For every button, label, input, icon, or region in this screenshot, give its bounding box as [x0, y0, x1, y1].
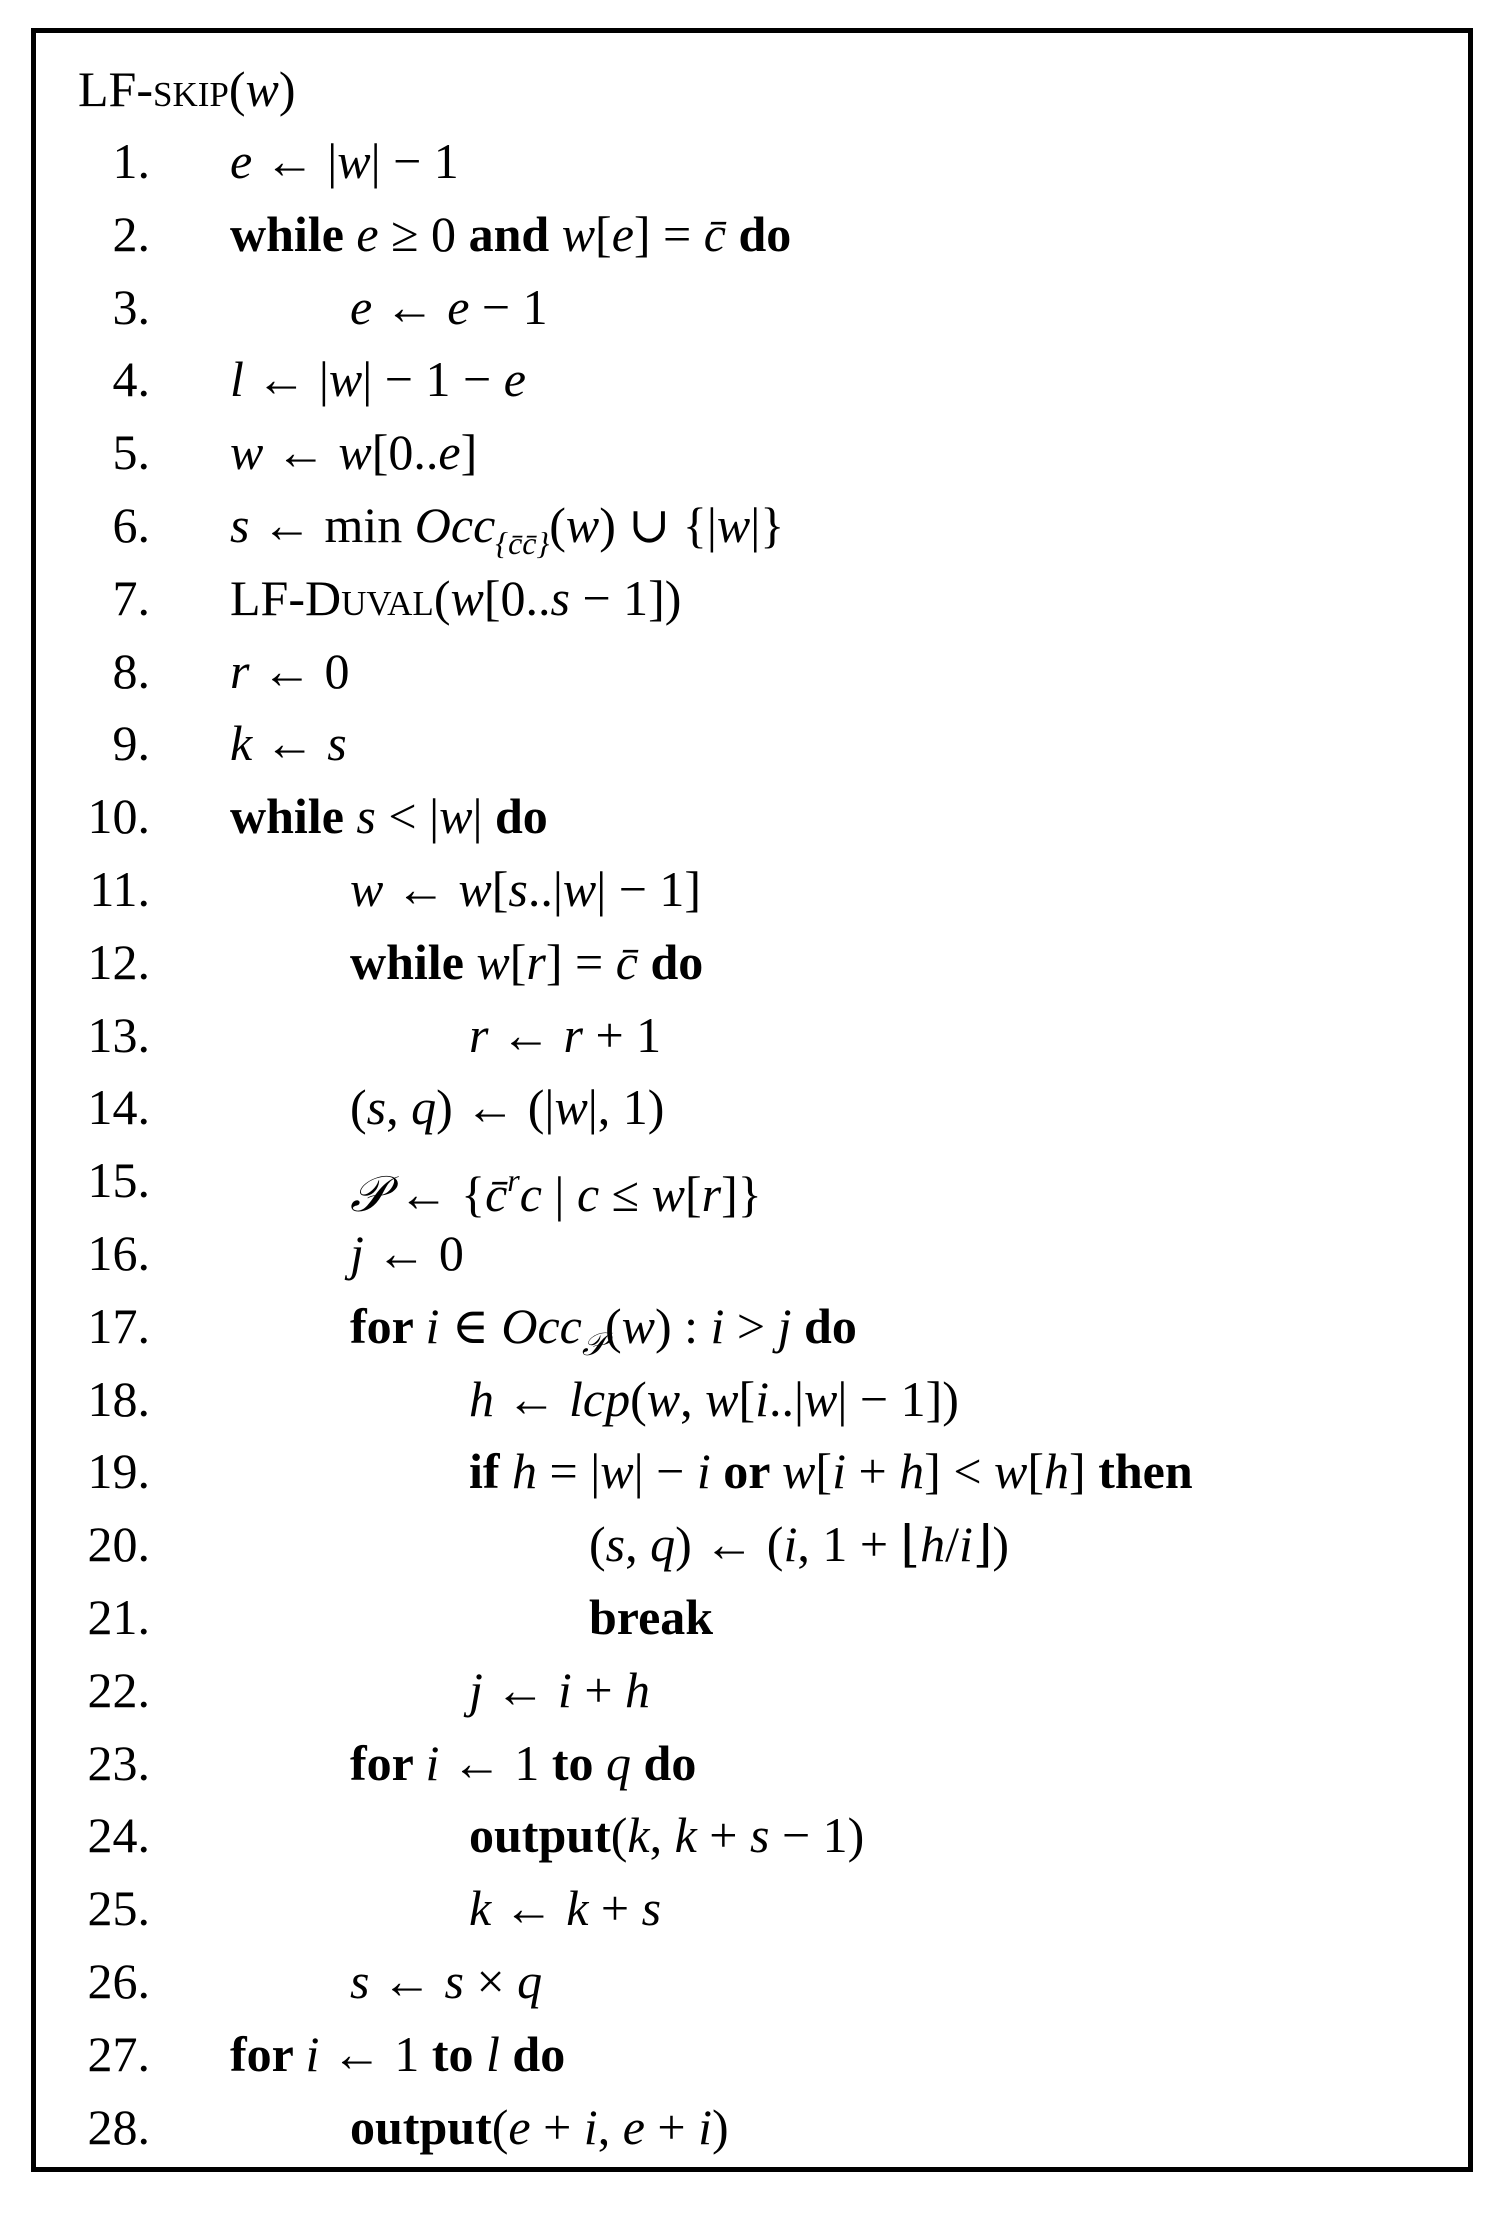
code-statement: [350, 1077, 664, 1137]
code-token: w: [646, 1370, 681, 1427]
code-token: h: [920, 1516, 946, 1573]
code-token: w: [476, 933, 510, 990]
line-number: 1.: [112, 133, 150, 189]
code-token: (: [610, 1807, 628, 1864]
code-token: |: [541, 1166, 577, 1223]
code-statement: [469, 1878, 661, 1938]
code-token: to: [431, 2025, 487, 2082]
code-token: do: [631, 1734, 697, 1791]
code-token: LF-: [78, 61, 153, 117]
code-token: {c̄c̄}: [495, 525, 550, 561]
code-token: [: [738, 1370, 756, 1427]
code-token: | − 1 −: [362, 351, 504, 408]
code-token: Occ: [501, 1297, 582, 1354]
code-token: do: [494, 788, 548, 845]
code-token: w: [350, 861, 384, 917]
line-number: 26.: [87, 1953, 150, 2009]
code-token: (: [350, 1079, 367, 1136]
code-token: w: [716, 497, 751, 553]
code-token: | − 1]: [596, 861, 702, 917]
code-line: [36, 349, 1456, 409]
code-token: +: [530, 2098, 584, 2155]
code-line: [36, 1369, 1456, 1429]
code-line: [36, 1805, 1456, 1865]
code-token: ,: [625, 1516, 651, 1573]
code-token: − 1]): [569, 569, 682, 626]
line-number: 21.: [87, 1589, 150, 1645]
code-token: i: [305, 2025, 320, 2082]
code-line: [36, 1514, 1456, 1574]
code-token: e: [508, 2098, 531, 2155]
code-line: [36, 2024, 1456, 2084]
code-token: output: [350, 2098, 492, 2155]
code-token: w: [230, 424, 264, 481]
code-token: r: [701, 1166, 722, 1223]
code-token: w: [804, 1370, 838, 1427]
code-line: [36, 131, 1456, 191]
code-token: s: [356, 788, 376, 845]
code-token: i: [425, 1734, 440, 1791]
code-token: +: [696, 1807, 750, 1864]
code-token: i: [710, 1297, 725, 1354]
code-token: ←: [494, 1370, 569, 1427]
code-token: ←: [488, 1006, 564, 1063]
code-token: i: [755, 1370, 770, 1427]
code-statement: [350, 1296, 857, 1374]
code-token: q: [650, 1516, 676, 1573]
code-token: +: [588, 1880, 642, 1937]
code-statement: [230, 2024, 565, 2084]
code-line: [36, 641, 1456, 701]
code-token: w: [600, 1443, 634, 1500]
code-token: |}: [750, 497, 785, 553]
code-line: [36, 1660, 1456, 1720]
code-token: ): [278, 61, 296, 117]
code-token: e: [447, 278, 470, 335]
code-statement: [469, 1005, 661, 1065]
code-token: for: [350, 1297, 426, 1354]
code-token: − 1): [769, 1807, 865, 1864]
code-line: [36, 204, 1456, 264]
code-token: ]: [1069, 1443, 1099, 1500]
line-number: 23.: [87, 1734, 150, 1791]
line-number: 10.: [87, 788, 150, 845]
code-token: l: [486, 2025, 500, 2082]
code-token: r: [526, 933, 546, 990]
code-token: s: [550, 569, 570, 626]
code-token: ≤: [599, 1166, 652, 1223]
code-statement: [230, 568, 681, 628]
code-statement: [350, 277, 548, 337]
code-token: skip: [153, 61, 229, 117]
code-line: [36, 1441, 1456, 1501]
code-statement: [469, 1805, 864, 1865]
code-statement: [230, 422, 477, 482]
code-token: s: [641, 1880, 662, 1937]
code-token: | − 1]): [837, 1370, 959, 1427]
code-token: /: [945, 1516, 959, 1573]
code-token: q: [517, 1953, 543, 2009]
code-token: e: [611, 205, 634, 262]
code-token: w: [562, 861, 597, 917]
code-token: (: [630, 1370, 647, 1427]
line-number: 24.: [87, 1807, 150, 1864]
code-token: k: [566, 1880, 589, 1937]
code-token: s: [605, 1516, 626, 1573]
code-statement: [350, 1150, 762, 1224]
code-token: ) ∪ {|: [599, 497, 717, 553]
code-token: [0..: [483, 569, 551, 626]
code-token: w: [328, 351, 363, 408]
line-number: 7.: [112, 569, 150, 626]
code-token: if: [469, 1443, 513, 1500]
code-token: LF-D: [230, 569, 342, 626]
code-token: c: [519, 1166, 542, 1223]
code-token: | −: [633, 1443, 697, 1500]
code-token: output: [469, 1807, 611, 1864]
code-token: , 1 + ⌊: [797, 1516, 921, 1573]
code-token: h: [1044, 1443, 1070, 1500]
code-statement: [350, 1733, 696, 1793]
algorithm-title: [78, 59, 296, 119]
code-token: +: [644, 2098, 699, 2155]
code-token: w: [651, 1166, 685, 1223]
code-token: i: [696, 1443, 711, 1500]
code-token: while: [350, 933, 477, 990]
line-number: 18.: [87, 1370, 150, 1427]
code-line: [36, 2097, 1456, 2157]
code-line: [36, 859, 1456, 919]
code-token: s: [508, 861, 528, 917]
code-line: [36, 1223, 1456, 1283]
code-token: i: [958, 1516, 973, 1573]
code-token: + 1: [582, 1006, 662, 1063]
code-token: c̄: [703, 205, 726, 262]
code-token: w: [245, 61, 279, 117]
code-token: e: [503, 351, 526, 408]
code-token: q: [411, 1079, 437, 1136]
code-token: e: [622, 2098, 645, 2155]
code-token: l: [230, 351, 244, 408]
code-token: (: [228, 61, 246, 117]
code-token: ←: [372, 278, 448, 335]
line-number: 8.: [112, 642, 150, 699]
code-token: (: [491, 2098, 509, 2155]
code-token: ×: [463, 1953, 518, 2009]
line-number: 4.: [112, 351, 150, 408]
code-token: [: [491, 861, 509, 917]
code-token: break: [589, 1589, 714, 1645]
code-token: ← |: [243, 351, 329, 408]
code-statement: [230, 204, 791, 264]
code-token: ←: [491, 1880, 567, 1937]
line-number: 9.: [112, 715, 150, 772]
code-token: h: [625, 1661, 651, 1718]
code-token: |, 1): [587, 1079, 665, 1136]
code-token: s: [366, 1079, 387, 1136]
code-statement: [350, 2097, 729, 2157]
code-token: w: [458, 861, 492, 917]
code-statement: [230, 641, 349, 701]
code-token: [: [815, 1443, 833, 1500]
code-line: [36, 277, 1456, 337]
code-token: while: [230, 205, 357, 262]
code-line: [36, 1296, 1456, 1362]
code-line: [36, 495, 1456, 561]
code-token: ]: [460, 424, 478, 481]
code-token: w: [561, 205, 596, 262]
code-line: [36, 1150, 1456, 1223]
code-statement: [589, 1514, 1009, 1574]
line-number: 13.: [87, 1006, 150, 1063]
code-token: [0..: [371, 424, 439, 481]
code-token: or: [710, 1443, 783, 1500]
code-token: e: [230, 133, 253, 189]
code-line: [36, 786, 1456, 846]
code-token: ..|: [769, 1370, 805, 1427]
code-token: ]}: [721, 1166, 762, 1223]
code-token: h: [512, 1443, 538, 1500]
code-token: [: [684, 1166, 702, 1223]
code-token: | − 1: [370, 133, 459, 189]
code-token: s: [350, 1953, 370, 2009]
line-number: 2.: [112, 205, 150, 262]
code-token: ) :: [654, 1297, 711, 1354]
code-token: +: [571, 1661, 626, 1718]
code-token: e: [356, 205, 379, 262]
code-token: s: [444, 1953, 464, 2009]
code-token: [: [1027, 1443, 1045, 1500]
code-token: w: [782, 1443, 816, 1500]
code-token: j: [469, 1661, 483, 1718]
code-token: i: [783, 1516, 798, 1573]
code-token: |: [472, 788, 495, 845]
code-token: lcp: [569, 1370, 631, 1427]
line-number: 25.: [87, 1880, 150, 1937]
code-token: +: [845, 1443, 900, 1500]
code-token: uval: [341, 569, 434, 626]
code-token: ←: [369, 1953, 445, 2009]
code-token: ,: [597, 2098, 623, 2155]
code-token: w: [337, 133, 371, 189]
code-token: >: [724, 1297, 778, 1354]
code-token: c̄: [615, 933, 638, 990]
code-token: ← 0: [363, 1225, 464, 1281]
line-number: 6.: [112, 497, 150, 553]
line-number: 12.: [87, 933, 150, 990]
code-token: w: [565, 497, 600, 553]
code-token: ] <: [924, 1443, 995, 1500]
code-token: j: [350, 1225, 364, 1281]
code-token: (: [604, 1297, 622, 1354]
code-token: ): [712, 2098, 729, 2155]
code-token: s: [327, 715, 347, 772]
code-token: ,: [680, 1370, 706, 1427]
code-token: ← min: [249, 497, 415, 553]
code-token: ≥ 0: [378, 205, 469, 262]
code-token: i: [698, 2098, 713, 2155]
code-token: i: [557, 1661, 572, 1718]
code-token: ← |: [252, 133, 338, 189]
code-line: [36, 1951, 1456, 2011]
code-token: s: [230, 497, 250, 553]
code-statement: [230, 131, 459, 191]
code-token: e: [350, 278, 373, 335]
code-token: w: [994, 1443, 1028, 1500]
code-token: then: [1098, 1443, 1193, 1500]
code-token: h: [899, 1443, 925, 1500]
code-token: k: [230, 715, 253, 772]
code-token: [: [509, 933, 527, 990]
code-token: c̄: [485, 1166, 508, 1223]
code-token: r: [507, 1162, 520, 1199]
code-token: do: [499, 2025, 566, 2082]
code-token: ,: [386, 1079, 412, 1136]
code-line: [36, 1587, 1456, 1647]
code-token: while: [230, 788, 357, 845]
code-line: [36, 1077, 1456, 1137]
code-line: [36, 932, 1456, 992]
code-token: j: [777, 1297, 792, 1354]
code-token: ,: [649, 1807, 675, 1864]
code-token: i: [832, 1443, 846, 1500]
code-token: 𝒫: [581, 1325, 605, 1362]
code-token: ← {: [386, 1166, 486, 1223]
code-token: [: [595, 205, 612, 262]
code-statement: [230, 495, 784, 573]
code-token: s: [750, 1807, 770, 1864]
code-token: ..|: [527, 861, 563, 917]
code-token: ←: [482, 1661, 558, 1718]
code-token: do: [725, 205, 792, 262]
code-token: e: [438, 424, 461, 481]
code-token: = |: [537, 1443, 601, 1500]
code-statement: [469, 1660, 650, 1720]
code-token: ← 1: [319, 2025, 432, 2082]
code-statement: [230, 713, 347, 773]
algorithm-box: [31, 28, 1473, 2172]
code-token: ∈: [439, 1297, 502, 1354]
code-token: ← 0: [249, 642, 350, 699]
line-number: 22.: [87, 1661, 150, 1718]
code-token: (: [589, 1516, 606, 1573]
code-token: and: [468, 205, 562, 262]
code-token: r: [563, 1006, 583, 1063]
code-token: ) ← (: [675, 1516, 784, 1573]
code-line: [36, 1005, 1456, 1065]
code-line: [36, 1878, 1456, 1938]
code-token: < |: [375, 788, 440, 845]
code-token: for: [230, 2025, 306, 2082]
code-token: ] =: [633, 205, 704, 262]
code-token: ) ← (|: [436, 1079, 555, 1136]
code-token: k: [674, 1807, 697, 1864]
code-token: do: [791, 1297, 857, 1354]
code-token: − 1: [469, 278, 548, 335]
code-statement: [350, 1951, 542, 2011]
code-token: for: [350, 1734, 426, 1791]
code-token: ←: [252, 715, 328, 772]
code-line: [36, 1733, 1456, 1793]
code-token: w: [439, 788, 473, 845]
code-statement: [350, 1223, 464, 1283]
code-token: 𝒫: [350, 1166, 387, 1223]
code-token: w: [338, 424, 372, 481]
line-number: 19.: [87, 1443, 150, 1500]
code-statement: [350, 859, 701, 919]
code-token: i: [425, 1297, 440, 1354]
code-statement: [589, 1587, 713, 1647]
code-line: [36, 713, 1456, 773]
code-token: w: [450, 569, 484, 626]
code-statement: [230, 349, 526, 409]
code-token: k: [627, 1807, 650, 1864]
code-statement: [230, 786, 548, 846]
line-number: 3.: [112, 278, 150, 335]
code-token: w: [554, 1079, 588, 1136]
code-token: ⌋): [972, 1516, 1010, 1573]
code-token: r: [469, 1006, 489, 1063]
code-token: c: [576, 1166, 600, 1223]
code-token: k: [469, 1880, 492, 1937]
line-number: 28.: [87, 2098, 150, 2155]
code-token: to: [551, 1734, 607, 1791]
code-statement: [469, 1441, 1193, 1501]
code-token: ← 1: [439, 1734, 552, 1791]
line-number: 17.: [87, 1297, 150, 1354]
code-token: ] =: [545, 933, 616, 990]
code-line: [36, 422, 1456, 482]
line-number: 27.: [87, 2025, 150, 2082]
code-token: w: [621, 1297, 655, 1354]
line-number: 5.: [112, 424, 150, 481]
code-token: i: [583, 2098, 598, 2155]
code-token: h: [469, 1370, 494, 1427]
code-token: Occ: [414, 497, 496, 553]
line-number: 15.: [87, 1152, 150, 1209]
code-token: r: [230, 642, 250, 699]
code-token: w: [705, 1370, 739, 1427]
code-token: ←: [263, 424, 339, 481]
code-line: [36, 568, 1456, 628]
code-token: (: [433, 569, 451, 626]
code-token: (: [549, 497, 566, 553]
code-token: do: [637, 933, 704, 990]
code-token: q: [606, 1734, 632, 1791]
code-statement: [469, 1369, 959, 1429]
code-token: ←: [383, 861, 459, 917]
line-number: 16.: [87, 1225, 150, 1281]
line-number: 11.: [89, 861, 150, 917]
line-number: 20.: [87, 1516, 150, 1573]
line-number: 14.: [87, 1079, 150, 1136]
code-statement: [350, 932, 703, 992]
